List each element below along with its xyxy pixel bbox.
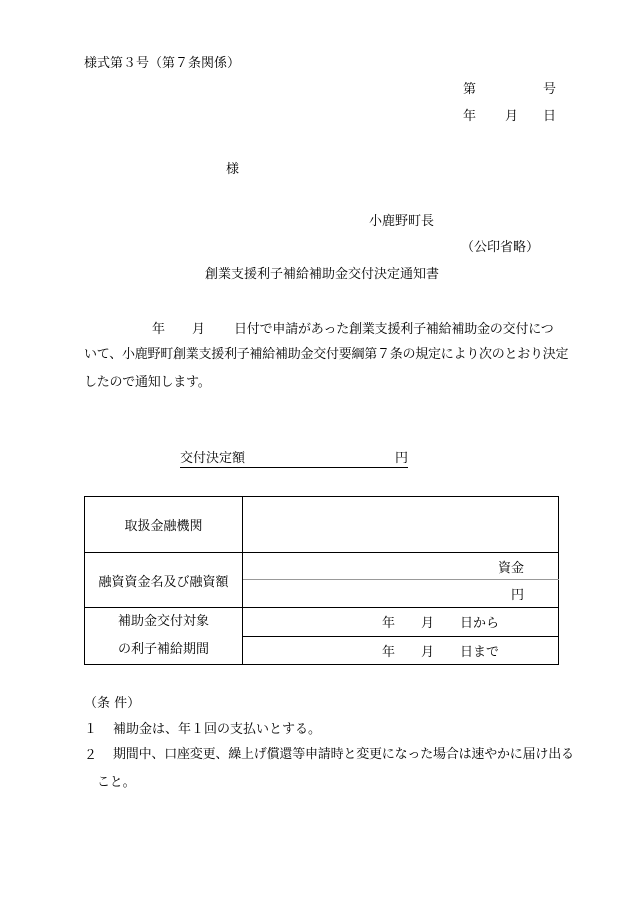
doc-number-prefix: 第	[463, 82, 477, 97]
bank-label: 取扱金融機関	[85, 497, 243, 553]
period-label-line1: 補助金交付対象	[117, 614, 209, 629]
sender-title: 小鹿野町長	[369, 214, 435, 229]
period-to: 年 月 日まで	[243, 636, 559, 665]
grant-amount-unit: 円	[394, 451, 408, 466]
bank-value-cell	[243, 497, 559, 553]
doc-number-suffix: 号	[543, 82, 557, 97]
addressee-honorific: 様	[226, 162, 240, 177]
table-row	[85, 553, 559, 580]
period-label	[85, 608, 243, 665]
period-from: 年 月 日から	[243, 608, 559, 637]
document-title: 創業支援利子補給補助金交付決定通知書	[205, 267, 440, 282]
body-text: いて、小鹿野町創業支援利子補給補助金交付要綱第７条の規定により次のとおり決定したので通知します。	[84, 347, 569, 390]
grant-details-table	[84, 496, 559, 665]
loan-amount-unit: 円	[243, 580, 559, 608]
body-month: 月	[192, 322, 206, 337]
date-month: 月	[505, 109, 519, 124]
loan-fund-suffix: 資金	[243, 553, 559, 580]
date-year: 年	[463, 109, 477, 124]
condition-number: １	[84, 722, 98, 737]
seal-note: （公印省略）	[461, 240, 540, 255]
body-text-first-line: 日付で申請があった創業支援利子補給補助金の交付につ	[234, 322, 554, 337]
date-day: 日	[543, 109, 557, 124]
condition-text: 補助金は、年１回の支払いとする。	[113, 722, 322, 737]
grant-amount-label: 交付決定額	[180, 451, 246, 466]
form-number: 様式第３号（第７条関係）	[84, 56, 241, 71]
condition-number: ２	[84, 748, 98, 763]
loan-label: 融資資金名及び融資額	[85, 553, 243, 608]
table-row	[85, 497, 559, 553]
conditions-heading: （条 件）	[84, 696, 141, 711]
body-year: 年	[152, 322, 166, 337]
grant-amount-line	[180, 452, 408, 468]
period-label-line2: の利子補給期間	[117, 642, 209, 657]
table-row	[85, 608, 559, 637]
condition-text: 期間中、口座変更、繰上げ償還等申請時と変更になった場合は速やかに届け出ること。	[97, 747, 574, 790]
